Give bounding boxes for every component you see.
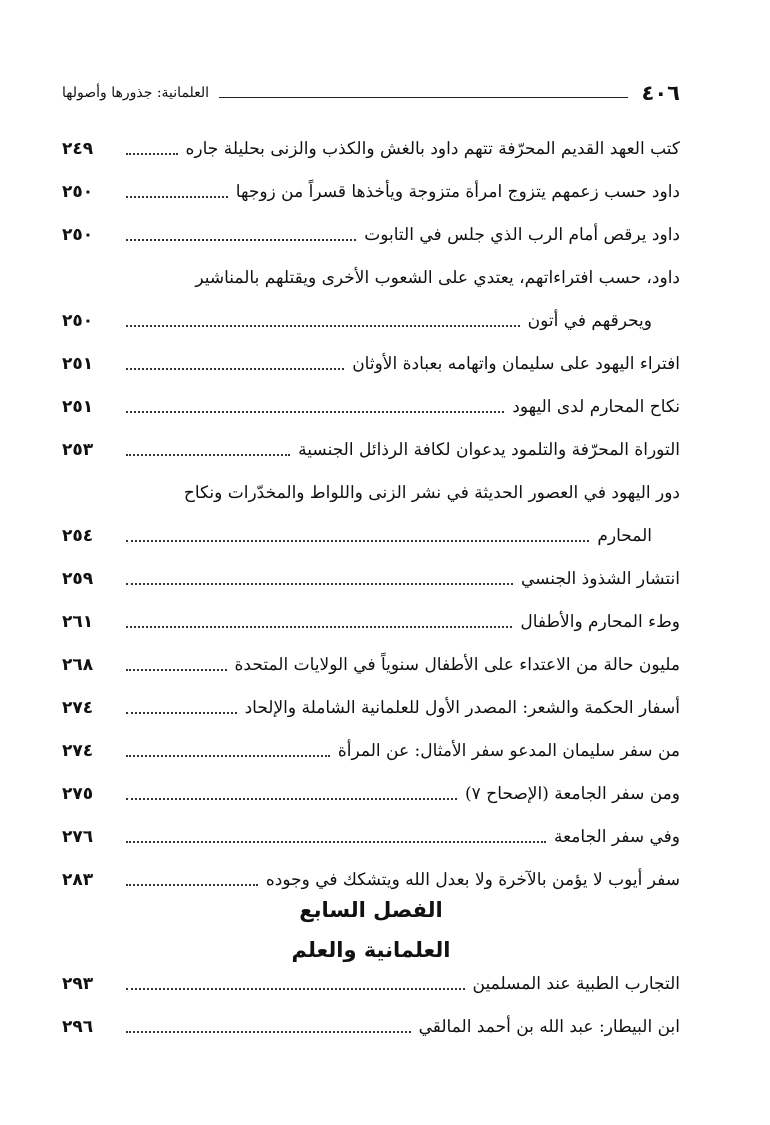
toc-list-chapter-7 [62,962,680,1048]
toc-entry-page: ٢٥٩ [62,568,94,589]
toc-entry-title: داود يرقص أمام الرب الذي جلس في التابوت [364,224,680,245]
toc-entry [62,729,680,772]
dot-leader [126,712,237,714]
toc-entry-title: المحارم [597,525,652,546]
toc-entry-title: وفي سفر الجامعة [553,826,680,847]
dot-leader [126,239,356,241]
toc-entry-title: ابن البيطار: عبد الله بن أحمد المالقي [418,1016,680,1037]
toc-entry-title: نكاح المحارم لدى اليهود [512,396,680,417]
toc-entry [62,962,680,1005]
dot-leader [126,540,589,542]
dot-leader [126,626,512,628]
toc-entry-page: ٢٨٣ [62,869,94,890]
chapter-number: الفصل السابع [299,898,443,922]
toc-entry-page: ٢٩٣ [62,973,94,994]
toc-entry-page: ٢٥٠ [62,224,94,245]
toc-entry-title: دور اليهود في العصور الحديثة في نشر الزنى واللواط والمخدّرات ونكاح [183,482,680,503]
dot-leader [126,988,465,990]
toc-entry [62,1005,680,1048]
toc-entry [62,686,680,729]
dot-leader [126,841,546,843]
dot-leader [126,884,258,886]
toc-entry-title: من سفر سليمان المدعو سفر الأمثال: عن المرأة [337,740,680,761]
chapter-heading [62,890,680,970]
toc-entry [62,600,680,643]
toc-entry-title: مليون حالة من الاعتداء على الأطفال سنوياً في الولايات المتحدة [234,654,680,675]
dot-leader [126,153,178,155]
toc-entry-page: ٢٦١ [62,611,94,632]
toc-entry-page: ٢٦٨ [62,654,94,675]
toc-entry [62,170,680,213]
toc-entry-title: ويحرقهم في أتون [527,310,652,331]
toc-entry-title: التجارب الطبية عند المسلمين [472,973,680,994]
header-rule [219,97,627,98]
dot-leader [126,1031,411,1033]
dot-leader [126,755,330,757]
toc-entry [62,428,680,471]
chapter-title: العلمانية والعلم [291,938,451,962]
toc-entry [62,127,680,170]
dot-leader [126,669,227,671]
toc-entry-title: التوراة المحرّفة والتلمود يدعوان لكافة الرذائل الجنسية [298,439,680,460]
toc-entry-page: ٢٤٩ [62,138,94,159]
dot-leader [126,325,520,327]
page-number: ٤٠٦ [641,81,680,105]
toc-entry [62,213,680,256]
toc-entry-title: كتب العهد القديم المحرّفة تتهم داود بالغش والكذب والزنى بحليلة جاره [185,138,680,159]
toc-entry-page: ٢٥٠ [62,310,94,331]
toc-entry [62,772,680,815]
dot-leader [126,196,228,198]
toc-entry-page: ٢٩٦ [62,1016,94,1037]
toc-entry-wrapped-line [62,471,680,514]
dot-leader [126,583,513,585]
toc-entry [62,514,680,557]
toc-entry-title: افتراء اليهود على سليمان واتهامه بعبادة الأوثان [352,353,680,374]
toc-entry-title: أسفار الحكمة والشعر: المصدر الأول للعلمانية الشاملة والإلحاد [244,697,680,718]
toc-entry [62,557,680,600]
dot-leader [126,411,504,413]
toc-entry [62,385,680,428]
dot-leader [126,798,457,800]
toc-entry-page: ٢٥١ [62,353,94,374]
toc-entry [62,299,680,342]
toc-entry-page: ٢٥٠ [62,181,94,202]
toc-entry [62,815,680,858]
toc-entry-page: ٢٥٣ [62,439,94,460]
toc-entry-wrapped-line [62,256,680,299]
toc-entry-title: سفر أيوب لا يؤمن بالآخرة ولا بعدل الله ويتشكك في وجوده [265,869,680,890]
dot-leader [126,368,344,370]
toc-entry-title: انتشار الشذوذ الجنسي [520,568,680,589]
toc-entry-page: ٢٧٤ [62,740,94,761]
toc-entry-page: ٢٧٦ [62,826,94,847]
toc-entry [62,342,680,385]
toc-entry-page: ٢٥١ [62,396,94,417]
running-header [62,78,680,108]
toc-entry-title: داود، حسب افتراءاتهم، يعتدي على الشعوب الأخرى ويقتلهم بالمناشير [195,267,680,288]
toc-entry-page: ٢٥٤ [62,525,94,546]
dot-leader [126,454,290,456]
running-title: العلمانية: جذورها وأصولها [62,85,210,101]
toc-entry-page: ٢٧٤ [62,697,94,718]
toc-entry-title: داود حسب زعمهم يتزوج امرأة متزوجة ويأخذها قسراً من زوجها [235,181,680,202]
toc-entry-title: وطء المحارم والأطفال [520,611,680,632]
toc-list [62,127,680,901]
toc-entry-page: ٢٧٥ [62,783,94,804]
toc-entry [62,643,680,686]
toc-entry-title: ومن سفر الجامعة (الإصحاح ٧) [465,783,680,804]
